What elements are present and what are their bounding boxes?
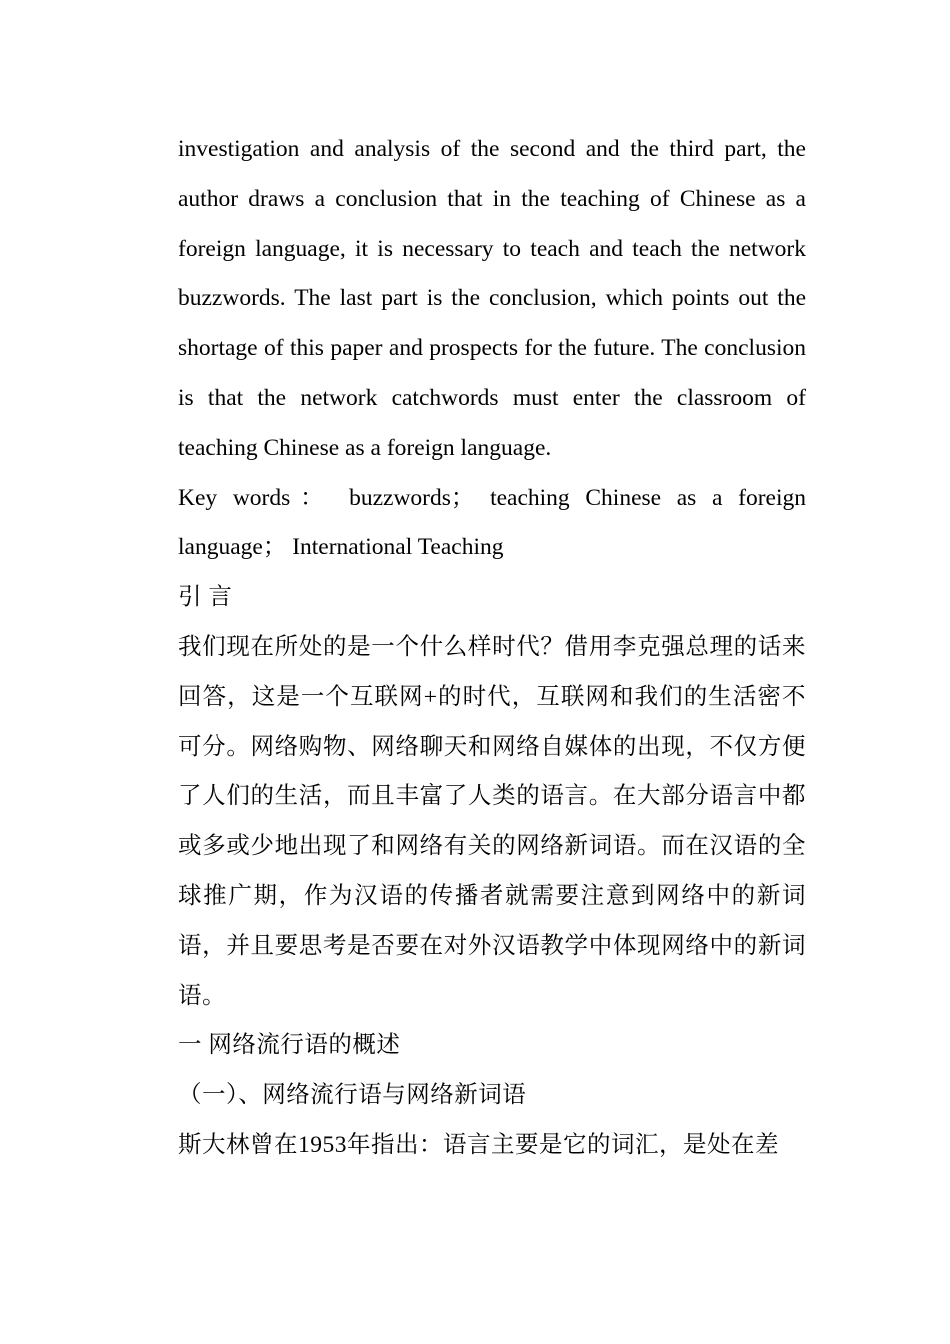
subsection-heading: （一）、网络流行语与网络新词语	[178, 1082, 527, 1109]
keywords-line: Key words： buzzwords； teaching Chinese as a foreign language； International Teaching	[178, 484, 806, 561]
intro-heading: 引 言	[178, 584, 233, 611]
intro-paragraph: 我们现在所处的是一个什么样时代？借用李克强总理的话来回答，这是一个互联网+的时代，互联网和我们的生活密不可分。网络购物、网络聊天和网络自媒体的出现，不仅方便了人们的生活，而且丰富了人类的语言。在大部分语言中都或多或少地出现了和网络有关的网络新词语。而在汉语的全球推广期，作为汉语的传播者就需要注意到网络中的新词语，并且要思考是否要在对外汉语教学中体现网络中的新词语。	[178, 633, 806, 1009]
document-page	[178, 125, 806, 1171]
section-paragraph: 斯大林曾在1953年指出：语言主要是它的词汇，是处在差	[178, 1131, 779, 1158]
section-heading: 一 网络流行语的概述	[178, 1032, 401, 1059]
abstract-text: investigation and analysis of the second and the third part, the author draws a conclusion that in the teaching of Chinese as a foreign language, it is necessary to teach and teach the network buzzwords. The last part is the conclusion, which points out the shortage of this paper and prospects for the future. The conclusion is that the network catchwords must enter the classroom of teaching Chinese as a foreign language.	[178, 136, 806, 461]
